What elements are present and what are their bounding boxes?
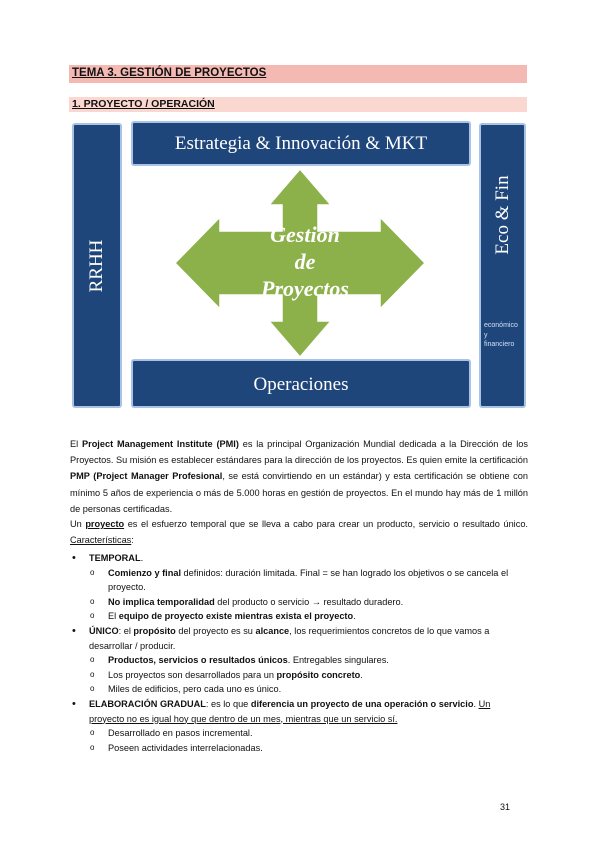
list-item: o No implica temporalidad del producto o servicio → resultado duradero. xyxy=(90,596,404,607)
characteristics-list xyxy=(70,551,528,755)
list-item: o Los proyectos son desarrollados para un propósito concreto. xyxy=(90,669,363,680)
center-label: Gestión de Proyectos xyxy=(261,222,349,301)
section-heading: TEMA 3. GESTIÓN DE PROYECTOS xyxy=(69,65,527,83)
list-item: • ÚNICO: el propósito del proyecto es su alcance, los requerimientos concretos de lo que vamos a desarrollar / producir. xyxy=(72,624,490,651)
pmi-paragraph: El Project Management Institute (PMI) es la principal Organización Mundial dedicada a la Dirección de los Proyectos. Su misión es establecer estándares para la dirección de los proyectos. Es quien emite la certificación PMP (Project Manager Profesional, se está convirtiendo en un estándar) y esta certificación se obtiene con mínimo 5 años de experiencia o más de 5.000 horas en gestión de proyectos. En el mundo hay más de 1 millón de personas certificadas. xyxy=(70,439,528,514)
list-item: o Poseen actividades interrelacionadas. xyxy=(90,742,263,753)
list-item: o Desarrollado en pasos incremental. xyxy=(90,728,253,739)
list-item: o El equipo de proyecto existe mientras exista el proyecto. xyxy=(90,611,356,622)
subsection-heading: 1. PROYECTO / OPERACIÓN xyxy=(69,97,527,112)
strategy-box: Estrategia & Innovación & MKT xyxy=(131,121,471,166)
eco-fin-sub-3: financiero xyxy=(484,341,515,348)
list-item: o Comienzo y final definidos: duración limitada. Final = se han logrado los objetivos o se cancela el proyecto. xyxy=(90,567,509,593)
operations-box: Operaciones xyxy=(131,359,471,408)
page-number: 31 xyxy=(500,802,511,812)
rrhh-box: RRHH xyxy=(72,123,122,408)
eco-fin-sub-1: económico xyxy=(484,322,518,329)
list-item: • TEMPORAL. xyxy=(72,552,144,564)
project-management-diagram xyxy=(70,121,528,414)
eco-fin-sub-2: y xyxy=(484,332,488,339)
list-item: o Productos, servicios o resultados únicos. Entregables singulares. xyxy=(90,655,389,666)
list-item: • ELABORACIÓN GRADUAL: es lo que diferencia un proyecto de una operación o servicio. Un proyecto no es igual hoy que dentro de un mes, mientras que un servicio sí. xyxy=(72,697,491,724)
project-definition-paragraph: Un proyecto es el esfuerzo temporal que se lleva a cabo para crear un producto, servicio o resultado único. Características: xyxy=(70,519,528,546)
list-item: o Miles de edificios, pero cada uno es único. xyxy=(90,684,282,695)
eco-fin-box: Eco & Fin económico y financiero xyxy=(479,123,526,408)
